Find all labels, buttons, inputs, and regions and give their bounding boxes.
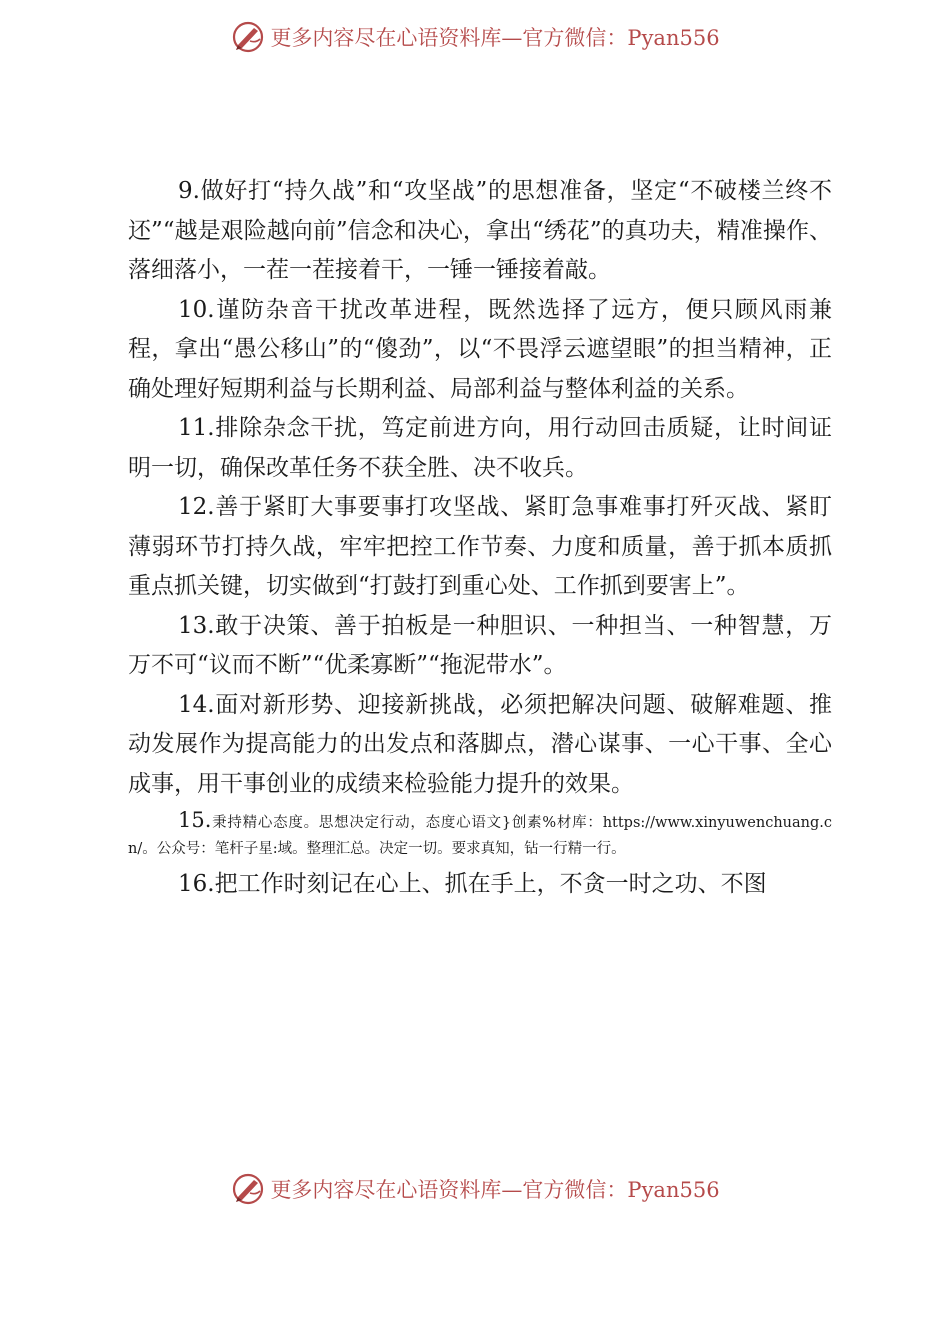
header-watermark [0,12,950,62]
header-watermark-text: 更多内容尽在心语资料库—官方微信：Pyan556 [270,26,720,50]
paragraph-15-number: 15. [178,808,212,832]
paragraph-12: 12.善于紧盯大事要事打攻坚战、紧盯急事难事打歼灭战、紧盯薄弱环节打持久战，牢牢把控工作节奏、力度和质量，善于抓本质抓重点抓关键，切实做到“打鼓打到重心处、工作抓到要害上”。 [128,494,832,599]
paragraph-9: 9.做好打“持久战”和“攻坚战”的思想准备，坚定“不破楼兰终不还”“越是艰险越向前”信念和决心，拿出“绣花”的真功夫，精准操作、落细落小，一茬一茬接着干，一锤一锤接着敲。 [128,178,832,283]
paragraph-13: 13.敢于决策、善于拍板是一种胆识、一种担当、一种智慧，万万不可“议而不断”“优柔寡断”“拖泥带水”。 [128,612,832,678]
paragraph-10: 10.谨防杂音干扰改革进程，既然选择了远方，便只顾风雨兼程，拿出“愚公移山”的“傻劲”，以“不畏浮云遮望眼”的担当精神，正确处理好短期利益与长期利益、局部利益与整体利益的关系。 [128,296,832,402]
paragraph-11: 11.排除杂念干扰，笃定前进方向，用行动回击质疑，让时间证明一切，确保改革任务不获全胜、决不收兵。 [128,415,832,481]
document-body [128,172,832,905]
footer-watermark-text: 更多内容尽在心语资料库—官方微信：Pyan556 [270,1178,720,1202]
paragraph-16: 16.把工作时刻记在心上、抓在手上，不贪一时之功、不图 [178,871,767,897]
paragraph-14: 14.面对新形势、迎接新挑战，必须把解决问题、破解难题、推动发展作为提高能力的出发点和落脚点，潜心谋事、一心干事、全心成事，用干事创业的成绩来检验能力提升的效果。 [128,691,832,797]
pen-logo-icon [230,19,266,55]
paragraph-15-text: 秉持精心态度。思想决定行动，态度心语文}创素%材库：https://www.xinyuwenchuang.cn/。公众号：笔杆子星:域。整理汇总。决定一切。要求真知，钻一行精一行。 [128,815,832,857]
pen-logo-icon [230,1171,266,1207]
footer-watermark [0,1164,950,1214]
paragraph-15 [128,807,832,862]
